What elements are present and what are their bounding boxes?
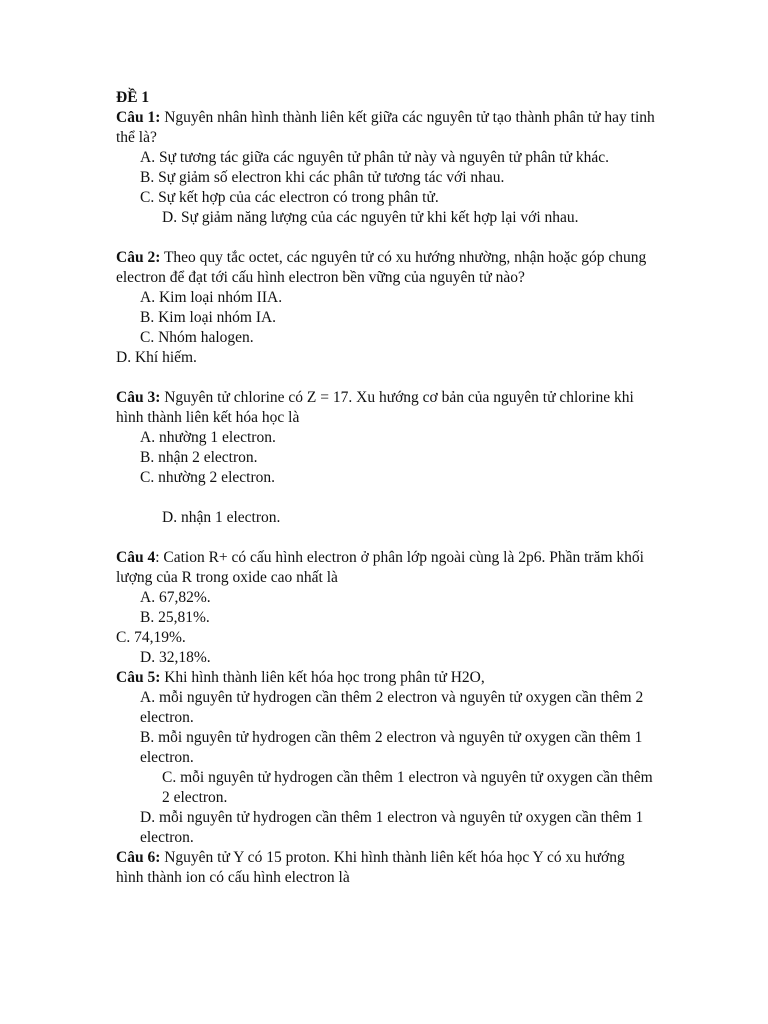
option-c: C. Nhóm halogen. — [140, 329, 254, 346]
question-text: Câu 6: Nguyên tử Y có 15 proton. Khi hình thành liên kết hóa học Y có xu hướng hình thành ion có cấu hình electron là — [116, 849, 625, 886]
question-text: Câu 1: Nguyên nhân hình thành liên kết giữa các nguyên tử tạo thành phân tử hay tinh thể là? — [116, 109, 655, 146]
question-label: Câu 6: — [116, 849, 161, 866]
question-text: Câu 2: Theo quy tắc octet, các nguyên tử có xu hướng nhường, nhận hoặc góp chung electron để đạt tới cấu hình electron bền vững của nguyên tử nào? — [116, 249, 647, 286]
option-b: B. 25,81%. — [140, 609, 210, 626]
option-c: C. 74,19%. — [116, 629, 186, 646]
option-a: A. 67,82%. — [140, 589, 211, 606]
question-5 — [116, 668, 656, 848]
question-label: Câu 2: — [116, 249, 161, 266]
option-d: D. Sự giảm năng lượng của các nguyên tử khi kết hợp lại với nhau. — [162, 209, 579, 226]
option-a: A. nhường 1 electron. — [140, 429, 276, 446]
option-a: A. mỗi nguyên tử hydrogen cần thêm 2 electron và nguyên tử oxygen cần thêm 2 electron. — [140, 689, 644, 726]
question-2 — [116, 248, 656, 368]
option-d: D. nhận 1 electron. — [162, 509, 281, 526]
question-1 — [116, 108, 656, 228]
option-c: C. mỗi nguyên tử hydrogen cần thêm 1 electron và nguyên tử oxygen cần thêm 2 electron. — [162, 769, 653, 806]
question-6 — [116, 848, 656, 888]
question-3 — [116, 388, 656, 528]
question-label: Câu 5: — [116, 669, 161, 686]
question-text: Câu 3: Nguyên tử chlorine có Z = 17. Xu hướng cơ bản của nguyên tử chlorine khi hình thành liên kết hóa học là — [116, 389, 634, 426]
question-label: Câu 1: — [116, 109, 161, 126]
option-d: D. 32,18%. — [140, 649, 211, 666]
option-b: B. Sự giảm số electron khi các phân tử tương tác với nhau. — [140, 169, 505, 186]
option-d: D. Khí hiếm. — [116, 349, 197, 366]
document-page — [116, 88, 656, 888]
option-a: A. Kim loại nhóm IIA. — [140, 289, 283, 306]
question-text: Câu 5: Khi hình thành liên kết hóa học trong phân tử H2O, — [116, 669, 485, 686]
option-d: D. mỗi nguyên tử hydrogen cần thêm 1 electron và nguyên tử oxygen cần thêm 1 electron. — [140, 809, 644, 846]
exam-title: ĐỀ 1 — [116, 89, 150, 106]
option-b: B. mỗi nguyên tử hydrogen cần thêm 2 electron và nguyên tử oxygen cần thêm 1 electron. — [140, 729, 643, 766]
option-c: C. Sự kết hợp của các electron có trong phân tử. — [140, 189, 439, 206]
question-text: Câu 4: Cation R+ có cấu hình electron ở phân lớp ngoài cùng là 2p6. Phần trăm khối lượng của R trong oxide cao nhất là — [116, 549, 644, 586]
option-c: C. nhường 2 electron. — [140, 469, 275, 486]
question-label: Câu 4 — [116, 549, 156, 566]
option-b: B. nhận 2 electron. — [140, 449, 258, 466]
question-4 — [116, 548, 656, 668]
option-b: B. Kim loại nhóm IA. — [140, 309, 277, 326]
question-label: Câu 3: — [116, 389, 161, 406]
option-a: A. Sự tương tác giữa các nguyên tử phân tử này và nguyên tử phân tử khác. — [140, 149, 610, 166]
